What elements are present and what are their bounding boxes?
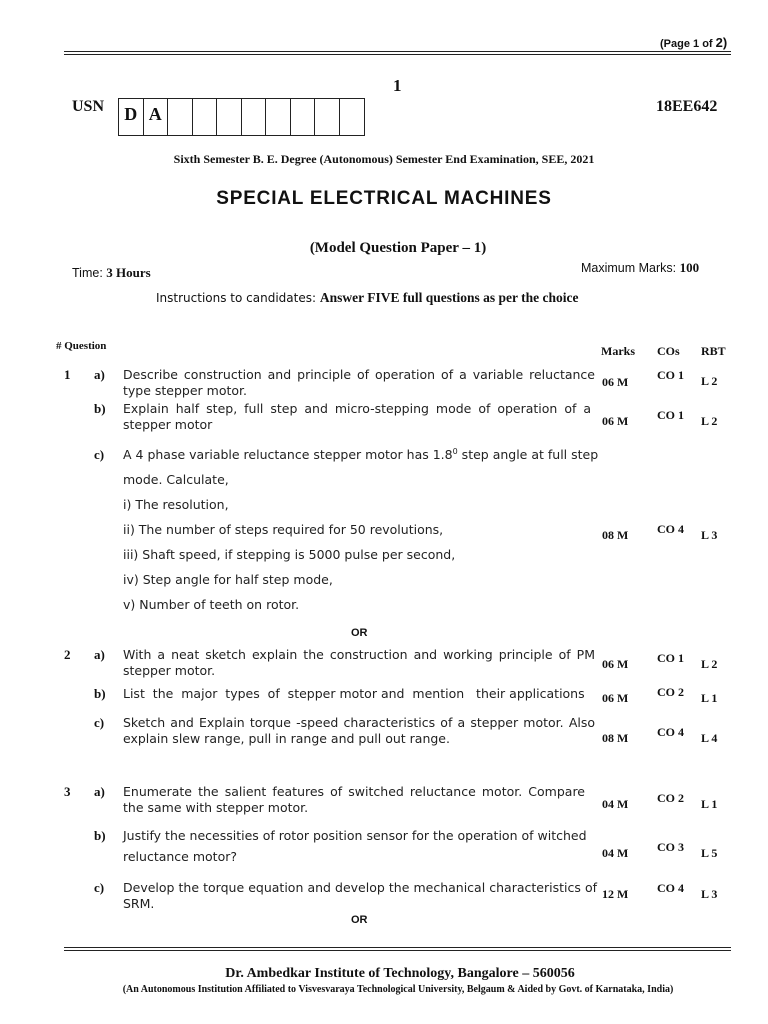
usn-cell: [242, 99, 267, 135]
q2b-co: CO 2: [657, 685, 684, 699]
usn-cell: A: [144, 99, 169, 135]
usn-box: [118, 98, 365, 136]
or-separator-2: OR: [351, 914, 368, 926]
q3a-co: CO 2: [657, 791, 684, 805]
q3c-text: Develop the torque equation and develop the mechanical characteristics of SRM.: [123, 880, 597, 911]
q1a-marks: 06 M: [602, 375, 629, 389]
page-of: of: [699, 38, 716, 50]
usn-cell: [291, 99, 316, 135]
q3b-part: b): [94, 828, 106, 843]
q1b-rbt: L 2: [701, 414, 718, 428]
course-code: 18EE642: [656, 98, 718, 115]
q3a-marks: 04 M: [602, 797, 629, 811]
q3a-rbt: L 1: [701, 797, 718, 811]
max-marks-value: 100: [679, 260, 700, 275]
q3b-co: CO 3: [657, 840, 684, 854]
q1b-text: Explain half step, full step and micro-stepping mode of operation of a stepper motor: [123, 401, 591, 432]
maximum-marks: [581, 260, 699, 276]
q2a-text: With a neat sketch explain the construction and working principle of PM stepper motor.: [123, 647, 595, 678]
q1c-rbt: L 3: [701, 528, 718, 542]
q1c-item-5: v) Number of teeth on rotor.: [123, 597, 300, 612]
usn-label: USN: [72, 98, 105, 115]
q2a-rbt: L 2: [701, 657, 718, 671]
usn-cell: [315, 99, 340, 135]
q1c-line2: mode. Calculate,: [123, 472, 229, 487]
q3a-part: a): [94, 784, 105, 799]
q3a-text: Enumerate the salient features of switched reluctance motor. Compare the same with stepper motor.: [123, 784, 585, 815]
top-divider: [64, 51, 731, 55]
q1c-item-4: iv) Step angle for half step mode,: [123, 572, 333, 587]
q2a-marks: 06 M: [602, 657, 629, 671]
q1c-item-3: iii) Shaft speed, if stepping is 5000 pulse per second,: [123, 547, 456, 562]
q3c-rbt: L 3: [701, 887, 718, 901]
instructions-label: Instructions to candidates:: [156, 291, 320, 305]
q1c-item-2: ii) The number of steps required for 50 revolutions,: [123, 522, 444, 537]
header-marks: Marks: [601, 344, 635, 358]
usn-cell: [168, 99, 193, 135]
usn-cell: [340, 99, 365, 135]
usn-cell: [193, 99, 218, 135]
q1c-part: c): [94, 447, 105, 462]
time-value: 3 Hours: [106, 265, 151, 280]
q3b-line1: Justify the necessities of rotor position sensor for the operation of witched: [123, 828, 587, 843]
q2a-co: CO 1: [657, 651, 684, 665]
q1c-line1-end: step angle at full step: [457, 447, 599, 463]
q1c-line1: [123, 447, 598, 462]
q2c-part: c): [94, 715, 105, 730]
variant-number: 1: [393, 76, 402, 95]
q1b-part: b): [94, 401, 106, 416]
q2b-rbt: L 1: [701, 691, 718, 705]
footer-affiliation: (An Autonomous Institution Affiliated to Visvesvaraya Technological University, Belgaum & Aided by Govt. of Karnataka, India): [122, 984, 674, 995]
q3b-line2: reluctance motor?: [123, 849, 237, 864]
q3b-marks: 04 M: [602, 846, 629, 860]
usn-cell: [217, 99, 242, 135]
q1a-text: Describe construction and principle of operation of a variable reluctance type stepper motor.: [123, 367, 595, 398]
footer-institute: Dr. Ambedkar Institute of Technology, Bangalore – 560056: [225, 966, 575, 981]
time-allowed: [72, 265, 151, 281]
q1a-part: a): [94, 367, 105, 382]
q2c-text: Sketch and Explain torque -speed characteristics of a stepper motor. Also explain slew range, pull in range and pull out range.: [123, 715, 595, 746]
q2c-co: CO 4: [657, 725, 684, 739]
page-prefix: (Page: [660, 38, 694, 50]
q2b-text: List the major types of stepper motor and mention their applications: [123, 686, 585, 701]
paper-label: (Model Question Paper – 1): [309, 240, 487, 256]
q2b-part: b): [94, 686, 106, 701]
q1c-co: CO 4: [657, 522, 684, 536]
q2b-marks: 06 M: [602, 691, 629, 705]
max-marks-label: Maximum Marks:: [581, 261, 680, 275]
usn-cell: D: [119, 99, 144, 135]
time-label: Time:: [72, 266, 107, 280]
usn-cell: [266, 99, 291, 135]
footer-divider: [64, 947, 731, 951]
q2-number: 2: [64, 647, 71, 662]
q3-number: 3: [64, 784, 71, 799]
q3c-part: c): [94, 880, 105, 895]
header-question: # Question: [56, 340, 107, 352]
q1c-item-1: i) The resolution,: [123, 497, 229, 512]
q1a-rbt: L 2: [701, 374, 718, 388]
q3b-rbt: L 5: [701, 846, 718, 860]
page-indicator: [660, 35, 727, 50]
q3c-marks: 12 M: [602, 887, 629, 901]
header-rbt: RBT: [701, 344, 726, 358]
q1c-line1-text: A 4 phase variable reluctance stepper motor has 1.8: [123, 447, 453, 463]
instructions-text: Answer FIVE full questions as per the choice: [319, 290, 579, 305]
q3c-co: CO 4: [657, 881, 684, 895]
subject-title: SPECIAL ELECTRICAL MACHINES: [216, 188, 552, 209]
header-cos: COs: [657, 344, 680, 358]
page-total: 2): [715, 35, 728, 50]
q1c-marks: 08 M: [602, 528, 629, 542]
q2c-rbt: L 4: [701, 731, 718, 745]
page-current: 1: [693, 38, 700, 50]
q2c-marks: 08 M: [602, 731, 629, 745]
q2a-part: a): [94, 647, 105, 662]
q1c-superscript: 0: [452, 447, 458, 456]
q1b-marks: 06 M: [602, 414, 629, 428]
or-separator-1: OR: [351, 627, 368, 639]
q1b-co: CO 1: [657, 408, 684, 422]
exam-line: Sixth Semester B. E. Degree (Autonomous) Semester End Examination, SEE, 2021: [173, 152, 595, 166]
instructions: [156, 290, 578, 306]
q1a-co: CO 1: [657, 368, 684, 382]
q1-number: 1: [64, 367, 71, 382]
